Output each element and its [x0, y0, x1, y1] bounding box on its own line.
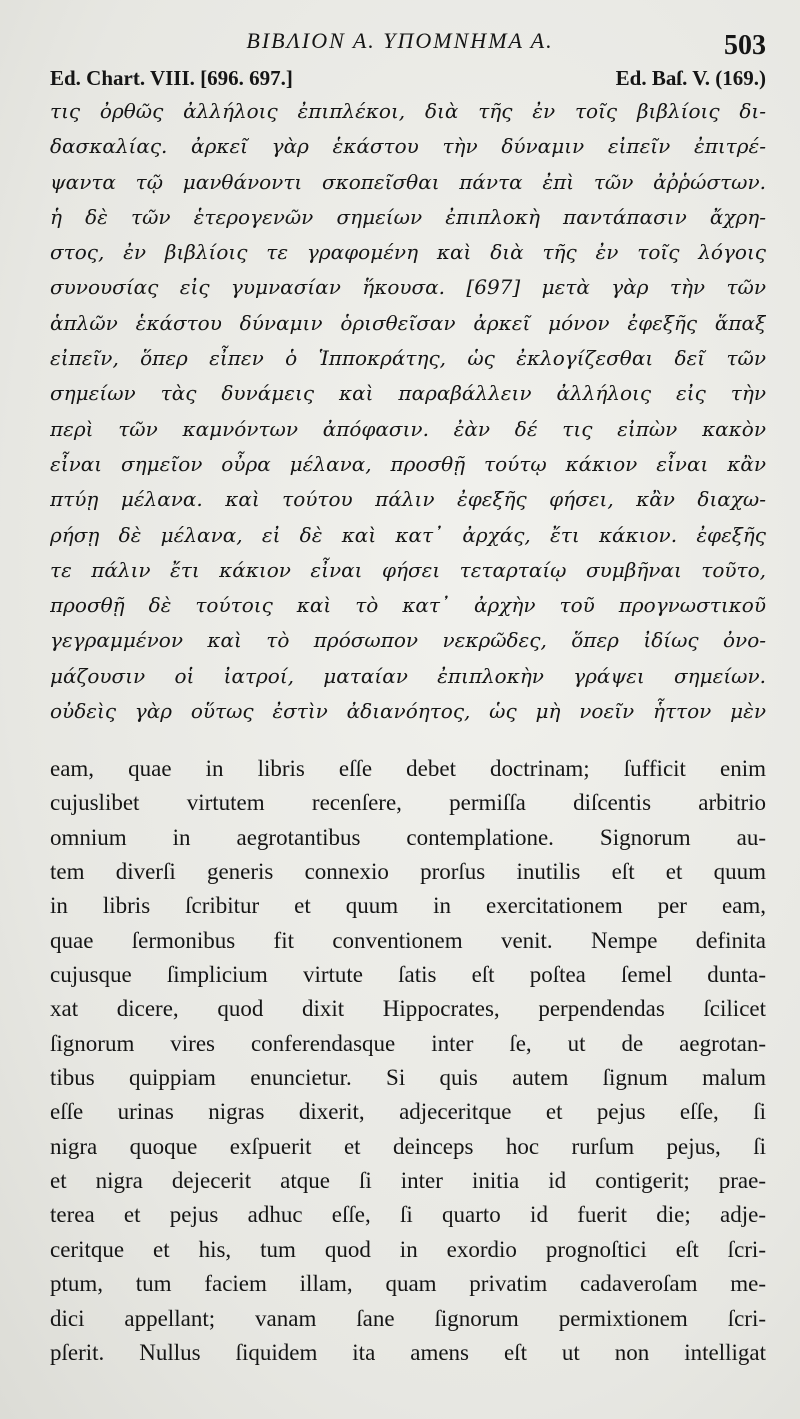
greek-line: τε πάλιν ἔτι κάκιον εἶναι φήσει τεταρταίῳ συμβῆναι τοῦτο, — [50, 557, 766, 582]
latin-line: cujusque ſimplicium virtute ſatis eſt poſtea ſemel dunta- — [50, 962, 766, 988]
greek-line: προσθῇ δὲ τούτοις καὶ τὸ κατ᾽ ἀρχὴν τοῦ προγνωστικοῦ — [50, 593, 766, 618]
latin-line: tibus quippiam enuncietur. Si quis autem ſignum malum — [50, 1065, 766, 1091]
greek-line: μάζουσιν οἱ ἰατροί, ματαίαν ἐπιπλοκὴν γράψει σημείων. — [50, 663, 766, 688]
greek-line: εἶναι σημεῖον οὖρα μέλανα, προσθῇ τούτῳ κάκιον εἶναι κἂν — [50, 451, 766, 476]
greek-line: δασκαλίας. ἀρκεῖ γὰρ ἑκάστου τὴν δύναμιν εἰπεῖν ἐπιτρέ- — [50, 134, 766, 159]
greek-line: σημείων τὰς δυνάμεις καὶ παραβάλλειν ἀλλήλοις εἰς τὴν — [50, 381, 766, 406]
greek-line: εἰπεῖν, ὅπερ εἶπεν ὁ Ἱπποκράτης, ὡς ἐκλογίζεσθαι δεῖ τῶν — [50, 346, 766, 371]
latin-line: nigra quoque exſpuerit et deinceps hoc rurſum pejus, ſi — [50, 1133, 766, 1159]
greek-line: οὐδεὶς γὰρ οὕτως ἐστὶν ἀδιανόητος, ὡς μὴ νοεῖν ἧττον μὲν — [50, 699, 766, 724]
greek-line: συνουσίας εἰς γυμνασίαν ἥκουσα. [697] μετὰ γὰρ τὴν τῶν — [50, 275, 766, 300]
latin-line: terea et pejus adhuc eſſe, ſi quarto id fuerit die; adje- — [50, 1202, 766, 1228]
latin-line: ceritque et his, tum quod in exordio prognoſtici eſt ſcri- — [50, 1236, 766, 1262]
latin-line: cujuslibet virtutem recenſere, permiſſa diſcentis arbitrio — [50, 790, 766, 816]
latin-line: tem diverſi generis connexio prorſus inutilis eſt et quum — [50, 859, 766, 885]
greek-line: ἡ δὲ τῶν ἑτερογενῶν σημείων ἐπιπλοκὴ παντάπασιν ἄχρη- — [50, 204, 766, 229]
greek-line: περὶ τῶν καμνόντων ἀπόφασιν. ἐὰν δέ τις εἰπὼν κακὸν — [50, 416, 766, 441]
greek-line: ρήσῃ δὲ μέλανα, εἰ δὲ καὶ κατ᾽ ἀρχάς, ἔτι κάκιον. ἐφεξῆς — [50, 522, 766, 547]
greek-line: τις ὀρθῶς ἀλλήλοις ἐπιπλέκοι, διὰ τῆς ἐν τοῖς βιβλίοις δι- — [50, 99, 766, 123]
latin-line: eſſe urinas nigras dixerit, adjeceritque et pejus eſſe, ſi — [50, 1099, 766, 1125]
latin-line: ptum, tum faciem illam, quam privatim cadaveroſam me- — [50, 1271, 766, 1297]
greek-line: ψαντα τῷ μανθάνοντι σκοπεῖσθαι πάντα ἐπὶ τῶν ἀῤῥώστων. — [50, 169, 766, 194]
latin-line: omnium in aegrotantibus contemplatione. Signorum au- — [50, 824, 766, 850]
latin-line: xat dicere, quod dixit Hippocrates, perpendendas ſcilicet — [50, 996, 766, 1022]
greek-text-block — [50, 94, 766, 729]
latin-line: ſignorum vires conferendasque inter ſe, ut de aegrotan- — [50, 1030, 766, 1056]
latin-text-block — [50, 752, 766, 1370]
edition-chartier: Ed. Chart. VIII. [696. 697.] — [50, 66, 293, 90]
edition-line — [50, 66, 766, 91]
running-head: ΒΙΒΛΙΟΝ Α. ΥΠΟΜΝΗΜΑ Α. — [246, 28, 554, 53]
latin-line: et nigra dejecerit atque ſi inter initia id contigerit; prae- — [50, 1168, 766, 1194]
greek-line: πτύῃ μέλανα. καὶ τούτου πάλιν ἐφεξῆς φήσει, κἂν διαχω- — [50, 487, 766, 512]
greek-line: γεγραμμένον καὶ τὸ πρόσωπον νεκρῶδες, ὅπερ ἰδίως ὀνο- — [50, 628, 766, 653]
edition-basel: Ed. Baſ. V. (169.) — [615, 66, 766, 90]
greek-line: ἁπλῶν ἑκάστου δύναμιν ὁρισθεῖσαν ἀρκεῖ μόνον ἐφεξῆς ἅπαξ — [50, 310, 766, 335]
latin-line: dici appellant; vanam ſane ſignorum permixtionem ſcri- — [50, 1305, 766, 1331]
latin-line: quae ſermonibus fit conventionem venit. Nempe definita — [50, 927, 766, 953]
greek-line: στος, ἐν βιβλίοις τε γραφομένη καὶ διὰ τῆς ἐν τοῖς λόγοις — [50, 240, 766, 265]
page-number: 503 — [724, 30, 766, 61]
latin-line: pſerit. Nullus ſiquidem ita amens eſt ut non intelligat — [50, 1339, 766, 1365]
latin-line: in libris ſcribitur et quum in exercitationem per eam, — [50, 893, 766, 919]
latin-line: eam, quae in libris eſſe debet doctrinam; ſufficit enim — [50, 756, 766, 781]
